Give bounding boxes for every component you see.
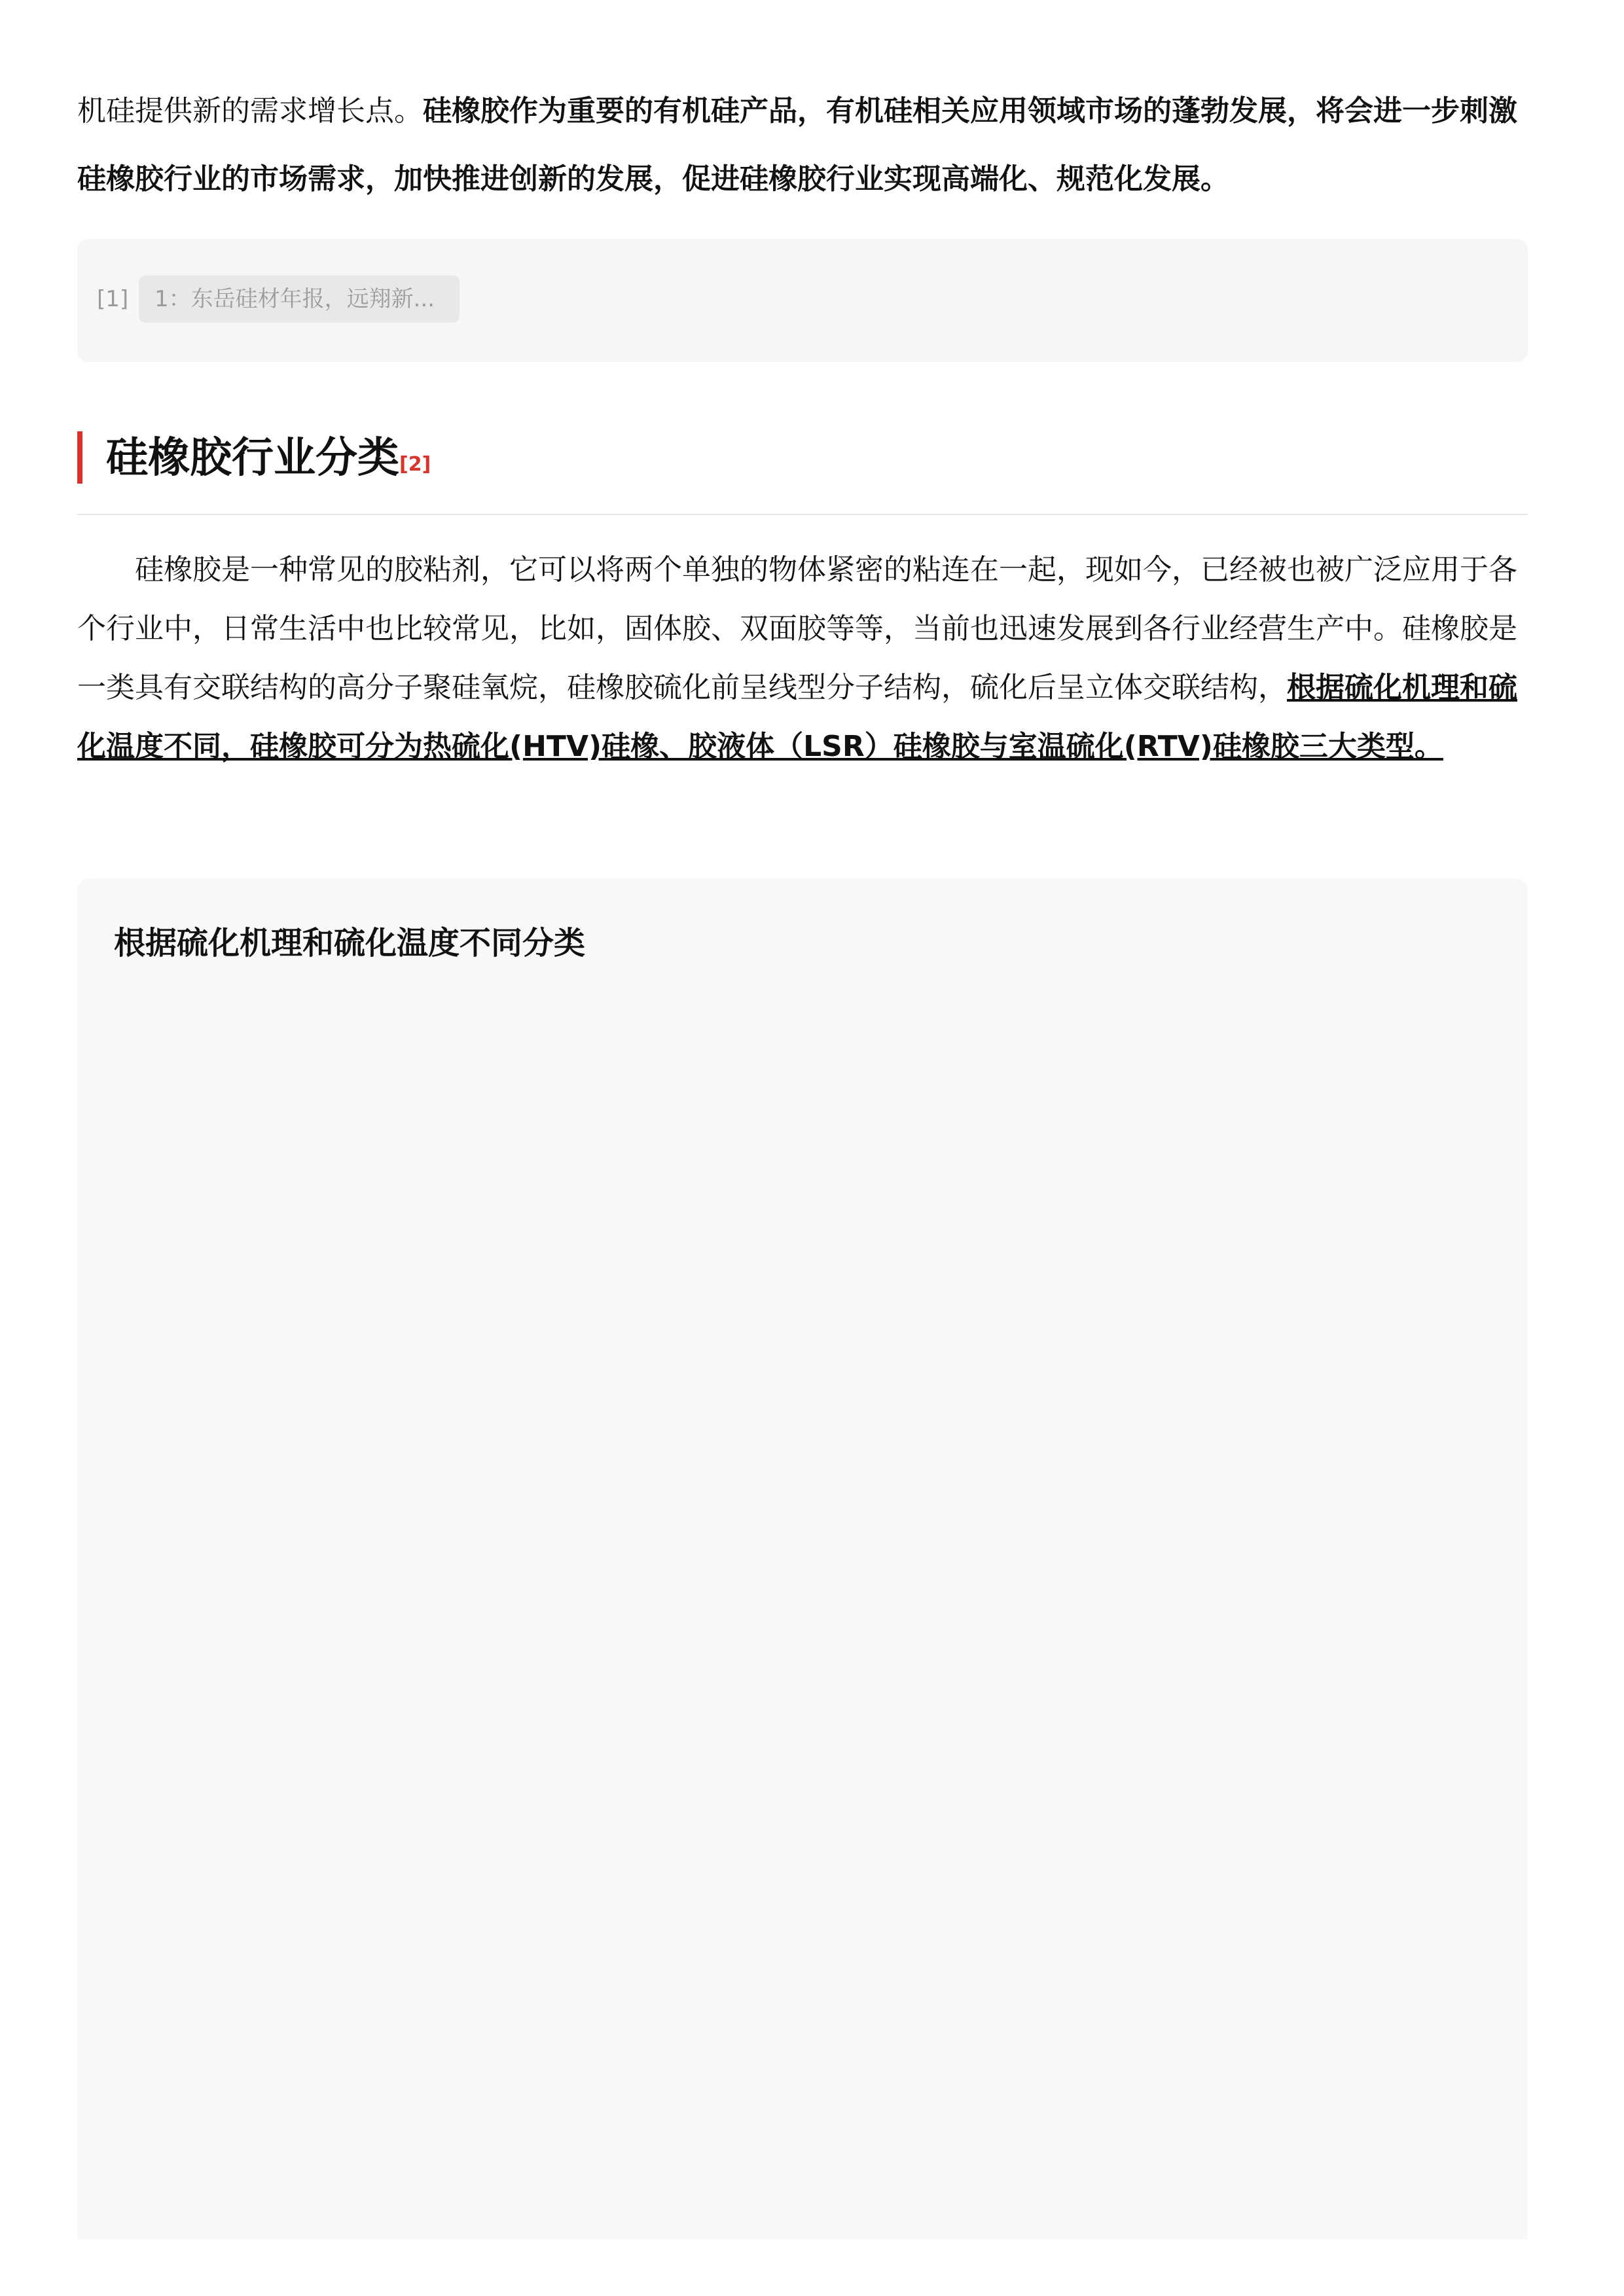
section-ref-marker[interactable]: [2] xyxy=(399,453,431,476)
section-title xyxy=(106,429,431,488)
reference-box xyxy=(77,239,1528,362)
section-title-text: 硅橡胶行业分类 xyxy=(106,434,399,482)
body-paragraph xyxy=(77,541,1528,776)
section-header xyxy=(77,429,1528,515)
reference-index: [1] xyxy=(97,286,129,312)
body-text-highlight: 根据硫化机理和硫化温度不同，硅橡胶可分为热硫化(HTV)硅橡、胶液体（LSR）硅橡胶与室温硫化(RTV)硅橡胶三大类型。 xyxy=(77,671,1517,763)
intro-paragraph xyxy=(77,77,1528,213)
diagram-title: 根据硫化机理和硫化温度不同分类 xyxy=(114,925,586,961)
intro-text-bold: 硅橡胶作为重要的有机硅产品，有机硅相关应用领域市场的蓬勃发展，将会进一步刺激硅橡胶行业的市场需求，加快推进创新的发展，促进硅橡胶行业实现高端化、规范化发展。 xyxy=(77,94,1517,196)
body-text-plain: 硅橡胶是一种常见的胶粘剂，它可以将两个单独的物体紧密的粘连在一起，现如今，已经被也被广泛应用于各个行业中，日常生活中也比较常见，比如，固体胶、双面胶等等，当前也迅速发展到各行业经营生产中。硅橡胶是一类具有交联结构的高分子聚硅氧烷，硅橡胶硫化前呈线型分子结构，硫化后呈立体交联结构， xyxy=(77,553,1517,704)
diagram-panel xyxy=(77,878,1528,2240)
reference-chip[interactable]: 1：东岳硅材年报，远翔新... xyxy=(139,276,460,323)
section-accent-bar xyxy=(77,431,82,484)
intro-text-plain: 机硅提供新的需求增长点。 xyxy=(77,94,423,128)
